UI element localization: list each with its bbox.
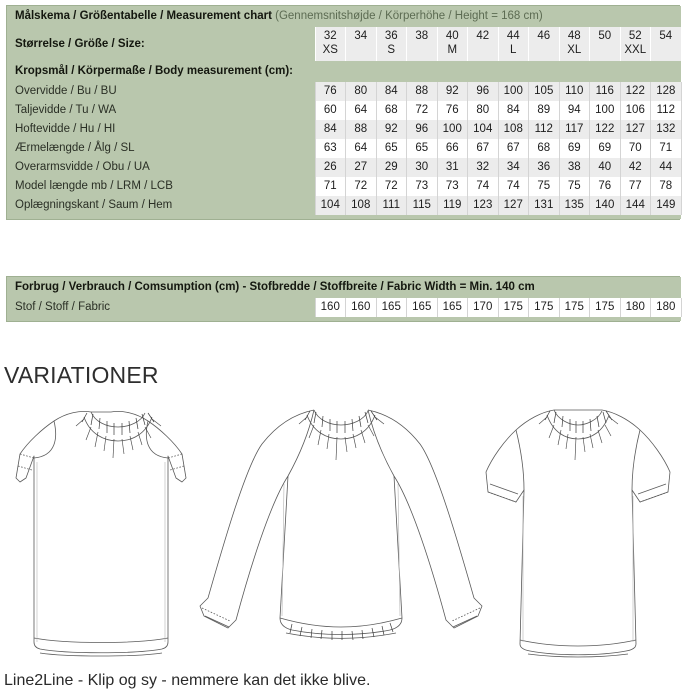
- variations-illustrations: [0, 392, 686, 660]
- measurement-value-cell: 38: [559, 158, 590, 177]
- consumption-value-cell: 175: [559, 298, 590, 317]
- measurement-value-cell: 84: [376, 82, 407, 101]
- measurement-value-cell: 64: [346, 139, 377, 158]
- size-alpha: XL: [567, 43, 582, 56]
- measurement-value-cell: 76: [315, 82, 346, 101]
- measurement-value-cell: 26: [315, 158, 346, 177]
- table-row: [7, 177, 681, 196]
- size-header-cell: [620, 27, 651, 61]
- measurement-value-cell: 34: [498, 158, 529, 177]
- measurement-row-label: Overarmsvidde / Obu / UA: [7, 158, 315, 177]
- measurement-value-cell: 106: [620, 101, 651, 120]
- measurement-value-cell: 122: [620, 82, 651, 101]
- measurement-value-cell: 74: [498, 177, 529, 196]
- measurement-value-cell: 111: [376, 196, 407, 215]
- measurement-value-cell: 72: [346, 177, 377, 196]
- consumption-row-label: Stof / Stoff / Fabric: [7, 298, 315, 317]
- size-number: 32: [323, 30, 337, 42]
- size-number: 50: [598, 30, 612, 42]
- measurement-value-cell: 78: [651, 177, 682, 196]
- measurement-grid: [7, 6, 682, 219]
- size-header-cell: [376, 27, 407, 61]
- measurement-value-cell: 131: [529, 196, 560, 215]
- measurement-value-cell: 29: [376, 158, 407, 177]
- measurement-value-cell: 104: [315, 196, 346, 215]
- size-header-cell: [315, 27, 346, 61]
- size-header-cell: [437, 27, 468, 61]
- measurement-value-cell: 73: [407, 177, 438, 196]
- measurement-value-cell: 69: [559, 139, 590, 158]
- measurement-value-cell: 76: [437, 101, 468, 120]
- measurement-row-label: Model længde mb / LRM / LCB: [7, 177, 315, 196]
- table-row: [7, 139, 681, 158]
- body-measurement-band-row: [7, 61, 681, 82]
- chart-title-main: Målskema / Größentabelle / Measurement chart: [15, 10, 272, 22]
- measurement-value-cell: 84: [498, 101, 529, 120]
- table-row: [7, 82, 681, 101]
- consumption-value-cell: 175: [590, 298, 621, 317]
- size-alpha: XXL: [624, 43, 647, 56]
- measurement-value-cell: 96: [407, 120, 438, 139]
- measurement-value-cell: 64: [346, 101, 377, 120]
- measurement-value-cell: 27: [346, 158, 377, 177]
- measurement-value-cell: 92: [437, 82, 468, 101]
- measurement-value-cell: 80: [468, 101, 499, 120]
- measurement-value-cell: 100: [590, 101, 621, 120]
- table-bottom-spacer: [7, 215, 681, 219]
- measurement-value-cell: 92: [376, 120, 407, 139]
- size-number: 34: [354, 30, 368, 42]
- measurement-value-cell: 100: [437, 120, 468, 139]
- measurement-value-cell: 112: [651, 101, 682, 120]
- measurement-value-cell: 115: [407, 196, 438, 215]
- measurement-value-cell: 104: [468, 120, 499, 139]
- consumption-value-cell: 180: [651, 298, 682, 317]
- size-number: 54: [659, 30, 673, 42]
- measurement-row-label: Hoftevidde / Hu / HI: [7, 120, 315, 139]
- measurement-chart-table: [6, 5, 680, 220]
- size-header-cell: [529, 27, 560, 61]
- measurement-value-cell: 70: [620, 139, 651, 158]
- size-number: 46: [537, 30, 551, 42]
- consumption-grid: [7, 277, 682, 321]
- size-alpha: S: [387, 43, 396, 56]
- consumption-chart-table: [6, 276, 680, 322]
- measurement-value-cell: 66: [437, 139, 468, 158]
- measurement-value-cell: 108: [346, 196, 377, 215]
- measurement-value-cell: 31: [437, 158, 468, 177]
- measurement-value-cell: 116: [590, 82, 621, 101]
- chart-title-sub: (Gennemsnitshøjde / Körperhöhe / Height = 168 cm): [275, 10, 543, 22]
- size-row-label: Størrelse / Größe / Size:: [7, 27, 315, 61]
- consumption-value-cell: 160: [346, 298, 377, 317]
- measurement-value-cell: 110: [559, 82, 590, 101]
- measurement-value-cell: 71: [651, 139, 682, 158]
- size-number: 48: [567, 30, 581, 42]
- size-header-cell: [346, 27, 377, 61]
- measurement-value-cell: 94: [559, 101, 590, 120]
- size-header-cell: [407, 27, 438, 61]
- measurement-row-label: Ærmelængde / Ålg / SL: [7, 139, 315, 158]
- measurement-value-cell: 128: [651, 82, 682, 101]
- measurement-value-cell: 132: [651, 120, 682, 139]
- size-number: 36: [384, 30, 398, 42]
- measurement-value-cell: 36: [529, 158, 560, 177]
- measurement-value-cell: 84: [315, 120, 346, 139]
- measurement-chart-title-row: [7, 6, 681, 27]
- body-measurement-band: Kropsmål / Körpermaße / Body measurement (cm):: [7, 61, 681, 82]
- measurement-value-cell: 44: [651, 158, 682, 177]
- measurement-value-cell: 149: [651, 196, 682, 215]
- size-number: 40: [445, 30, 459, 42]
- measurement-value-cell: 122: [590, 120, 621, 139]
- measurement-value-cell: 63: [315, 139, 346, 158]
- size-number: 44: [506, 30, 520, 42]
- size-alpha: M: [447, 43, 458, 56]
- measurement-value-cell: 123: [468, 196, 499, 215]
- consumption-value-cell: 175: [498, 298, 529, 317]
- size-header-cell: [498, 27, 529, 61]
- size-header-cell: [468, 27, 499, 61]
- measurement-value-cell: 72: [407, 101, 438, 120]
- measurement-value-cell: 88: [346, 120, 377, 139]
- measurement-value-cell: 96: [468, 82, 499, 101]
- size-header-cell: [651, 27, 682, 61]
- measurement-value-cell: 42: [620, 158, 651, 177]
- garment-illustration-short-sleeve: [470, 392, 686, 660]
- size-number: 42: [476, 30, 490, 42]
- measurement-value-cell: 60: [315, 101, 346, 120]
- consumption-value-cell: 160: [315, 298, 346, 317]
- consumption-value-cell: 175: [529, 298, 560, 317]
- consumption-value-cell: 165: [437, 298, 468, 317]
- measurement-value-cell: 68: [376, 101, 407, 120]
- measurement-value-cell: 89: [529, 101, 560, 120]
- measurement-value-cell: 40: [590, 158, 621, 177]
- table-row: [7, 196, 681, 215]
- measurement-value-cell: 77: [620, 177, 651, 196]
- measurement-value-cell: 80: [346, 82, 377, 101]
- table-bottom-spacer: [7, 317, 681, 321]
- measurement-value-cell: 68: [529, 139, 560, 158]
- measurement-value-cell: 88: [407, 82, 438, 101]
- measurement-value-cell: 105: [529, 82, 560, 101]
- measurement-value-cell: 140: [590, 196, 621, 215]
- measurement-value-cell: 32: [468, 158, 499, 177]
- measurement-value-cell: 65: [407, 139, 438, 158]
- size-number: 52: [628, 30, 642, 42]
- table-row: [7, 101, 681, 120]
- consumption-value-cell: 165: [407, 298, 438, 317]
- spacer-cell: [7, 215, 681, 219]
- measurement-value-cell: 75: [559, 177, 590, 196]
- measurement-value-cell: 127: [498, 196, 529, 215]
- measurement-value-cell: 127: [620, 120, 651, 139]
- measurement-value-cell: 69: [590, 139, 621, 158]
- variations-heading: VARIATIONER: [4, 362, 159, 388]
- measurement-value-cell: 112: [529, 120, 560, 139]
- measurement-value-cell: 108: [498, 120, 529, 139]
- measurement-value-cell: 65: [376, 139, 407, 158]
- measurement-value-cell: 72: [376, 177, 407, 196]
- consumption-value-cell: 180: [620, 298, 651, 317]
- size-header-row: [7, 27, 681, 61]
- measurement-value-cell: 67: [498, 139, 529, 158]
- table-row: [7, 158, 681, 177]
- measurement-value-cell: 119: [437, 196, 468, 215]
- size-header-cell: [590, 27, 621, 61]
- measurement-row-label: Oplægningskant / Saum / Hem: [7, 196, 315, 215]
- measurement-row-label: Overvidde / Bu / BU: [7, 82, 315, 101]
- measurement-value-cell: 117: [559, 120, 590, 139]
- garment-illustration-long-sleeve: [196, 392, 486, 660]
- spacer-cell: [7, 317, 681, 321]
- size-number: 38: [415, 30, 429, 42]
- consumption-chart-title: Forbrug / Verbrauch / Comsumption (cm) - Stofbredde / Stoffbreite / Fabric Width = Min. 140 cm: [7, 277, 681, 298]
- measurement-value-cell: 30: [407, 158, 438, 177]
- measurement-value-cell: 144: [620, 196, 651, 215]
- measurement-chart-title: [7, 6, 681, 27]
- measurement-value-cell: 75: [529, 177, 560, 196]
- measurement-value-cell: 76: [590, 177, 621, 196]
- footer-tagline: Line2Line - Klip og sy - nemmere kan det ikke blive.: [4, 672, 371, 689]
- measurement-value-cell: 71: [315, 177, 346, 196]
- measurement-value-cell: 100: [498, 82, 529, 101]
- measurement-value-cell: 74: [468, 177, 499, 196]
- measurement-value-cell: 67: [468, 139, 499, 158]
- measurement-value-cell: 73: [437, 177, 468, 196]
- consumption-value-cell: 165: [376, 298, 407, 317]
- size-alpha: XS: [322, 43, 338, 56]
- consumption-value-cell: 170: [468, 298, 499, 317]
- table-row: [7, 298, 681, 317]
- consumption-title-row: [7, 277, 681, 298]
- measurement-row-label: Taljevidde / Tu / WA: [7, 101, 315, 120]
- size-header-cell: [559, 27, 590, 61]
- measurement-value-cell: 135: [559, 196, 590, 215]
- table-row: [7, 120, 681, 139]
- size-alpha: L: [510, 43, 517, 56]
